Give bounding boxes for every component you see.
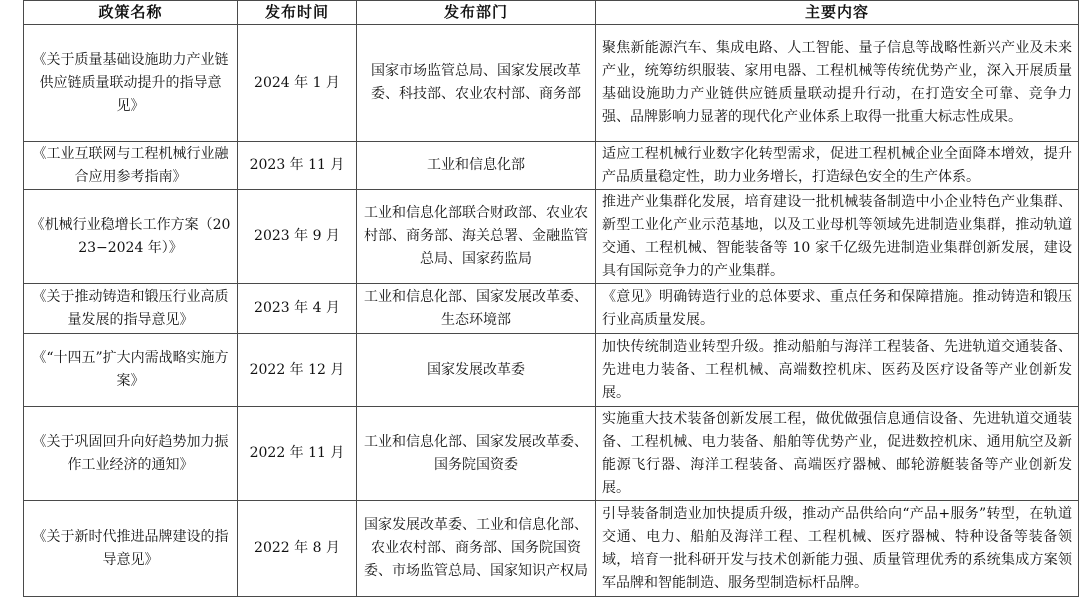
release-date-cell: 2023 年 4 月 <box>238 284 357 334</box>
release-date-cell: 2023 年 11 月 <box>238 142 357 190</box>
table-row <box>24 407 1079 501</box>
header-department: 发布部门 <box>357 1 596 25</box>
release-date-cell: 2024 年 1 月 <box>238 25 357 142</box>
department-cell: 工业和信息化部、国家发展改革委、国务院国资委 <box>357 407 596 501</box>
header-main-content: 主要内容 <box>596 1 1079 25</box>
table-row <box>24 284 1079 334</box>
policy-name-cell: 《关于新时代推进品牌建设的指导意见》 <box>24 501 238 597</box>
main-content-cell: 推进产业集群化发展，培育建设一批机械装备制造中小企业特色产业集群、新型工业化产业示范基地，以及工业母机等领域先进制造业集群，推动轨道交通、工程机械、智能装备等 10 家千亿级先进制造业集群创新发展，建设具有国际竞争力的产业集群。 <box>596 190 1079 284</box>
main-content-cell: 加快传统制造业转型升级。推动船舶与海洋工程装备、先进轨道交通装备、先进电力装备、工程机械、高端数控机床、医药及医疗设备等产业创新发展。 <box>596 334 1079 407</box>
department-cell: 国家发展改革委 <box>357 334 596 407</box>
header-policy-name: 政策名称 <box>24 1 238 25</box>
policy-table <box>23 0 1079 597</box>
release-date-cell: 2022 年 11 月 <box>238 407 357 501</box>
department-cell: 工业和信息化部、国家发展改革委、生态环境部 <box>357 284 596 334</box>
main-content-cell: 实施重大技术装备创新发展工程，做优做强信息通信设备、先进轨道交通装备、工程机械、电力装备、船舶等优势产业，促进数控机床、通用航空及新能源飞行器、海洋工程装备、高端医疗器械、邮轮游艇装备等产业创新发展。 <box>596 407 1079 501</box>
policy-name-cell: 《机械行业稳增长工作方案（2023−2024 年）》 <box>24 190 238 284</box>
table-row <box>24 501 1079 597</box>
release-date-cell: 2022 年 12 月 <box>238 334 357 407</box>
table-header-row <box>24 1 1079 25</box>
policy-name-cell: 《关于巩固回升向好趋势加力振作工业经济的通知》 <box>24 407 238 501</box>
policy-name-cell: 《关于质量基础设施助力产业链供应链质量联动提升的指导意见》 <box>24 25 238 142</box>
table-row <box>24 190 1079 284</box>
table-row <box>24 142 1079 190</box>
table-row <box>24 25 1079 142</box>
department-cell: 工业和信息化部 <box>357 142 596 190</box>
policy-name-cell: 《关于推动铸造和锻压行业高质量发展的指导意见》 <box>24 284 238 334</box>
main-content-cell: 引导装备制造业加快提质升级，推动产品供给向“产品+服务”转型，在轨道交通、电力、船舶及海洋工程、工程机械、医疗器械、特种设备等装备领域，培育一批科研开发与技术创新能力强、质量管理优秀的系统集成方案领军品牌和智能制造、服务型制造标杆品牌。 <box>596 501 1079 597</box>
main-content-cell: 《意见》明确铸造行业的总体要求、重点任务和保障措施。推动铸造和锻压行业高质量发展。 <box>596 284 1079 334</box>
main-content-cell: 聚焦新能源汽车、集成电路、人工智能、量子信息等战略性新兴产业及未来产业，统筹纺织服装、家用电器、工程机械等传统优势产业，深入开展质量基础设施助力产业链供应链质量联动提升行动，在打造安全可靠、竞争力强、品牌影响力显著的现代化产业体系上取得一批重大标志性成果。 <box>596 25 1079 142</box>
table-row <box>24 334 1079 407</box>
release-date-cell: 2022 年 8 月 <box>238 501 357 597</box>
header-release-date: 发布时间 <box>238 1 357 25</box>
release-date-cell: 2023 年 9 月 <box>238 190 357 284</box>
policy-name-cell: 《工业互联网与工程机械行业融合应用参考指南》 <box>24 142 238 190</box>
department-cell: 国家市场监管总局、国家发展改革委、科技部、农业农村部、商务部 <box>357 25 596 142</box>
department-cell: 工业和信息化部联合财政部、农业农村部、商务部、海关总署、金融监管总局、国家药监局 <box>357 190 596 284</box>
main-content-cell: 适应工程机械行业数字化转型需求，促进工程机械企业全面降本增效，提升产品质量稳定性，助力业务增长，打造绿色安全的生产体系。 <box>596 142 1079 190</box>
policy-name-cell: 《“十四五”扩大内需战略实施方案》 <box>24 334 238 407</box>
department-cell: 国家发展改革委、工业和信息化部、农业农村部、商务部、国务院国资委、市场监管总局、国家知识产权局 <box>357 501 596 597</box>
